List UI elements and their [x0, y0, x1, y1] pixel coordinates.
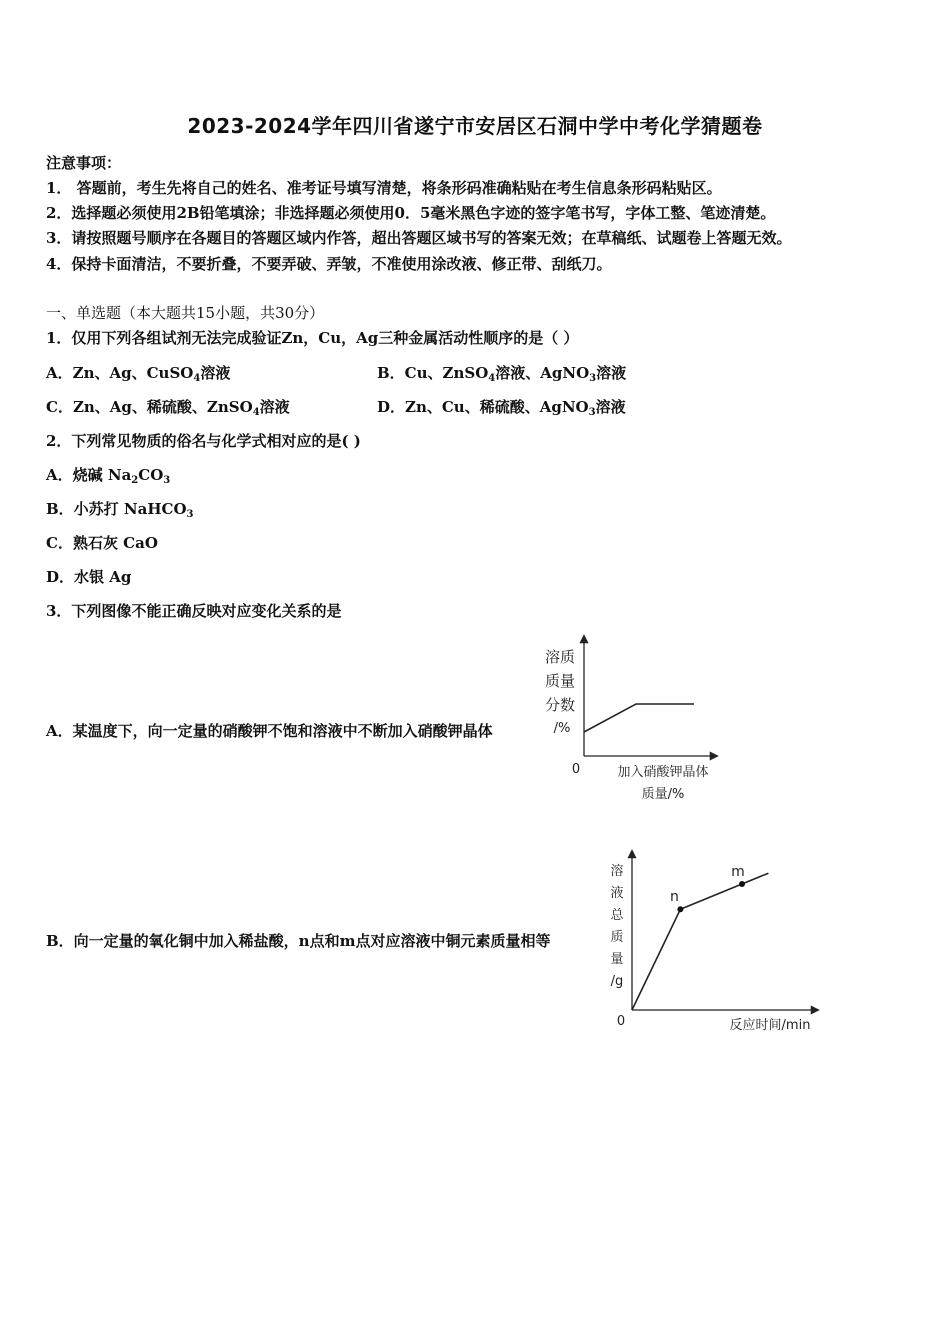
q2-option-b[interactable]: B．小苏打 NaHCO$_3$ — [46, 500, 194, 520]
chart-b-point-m — [739, 881, 745, 887]
q2-option-d[interactable]: D．水银 Ag — [46, 568, 132, 586]
question-1-stem: 1．仅用下列各组试剂无法完成验证Zn，Cu，Ag三种金属活动性顺序的是（ ） — [46, 329, 579, 347]
chart-b-y-label-line: 溶 — [610, 864, 624, 879]
chart-a-y-label-line: 分数 — [544, 696, 576, 714]
notice-item-3: 3．请按照题号顺序在各题目的答题区域内作答，超出答题区域书写的答案无效；在草稿纸、试题卷上答题无效。 — [46, 229, 792, 247]
chart-b-point-label: n — [669, 889, 679, 906]
chart-b-series-line — [632, 873, 768, 1010]
notice-item-2: 2．选择题必须使用2B铅笔填涂；非选择题必须使用0．5毫米黑色字迹的签字笔书写，字体工整、笔迹清楚。 — [46, 204, 776, 222]
chart-b-plot — [632, 864, 768, 1010]
q1-option-a[interactable]: A．Zn、Ag、CuSO$_4$溶液 — [46, 364, 231, 384]
question-2-stem: 2．下列常见物质的俗名与化学式相对应的是( ) — [46, 432, 361, 450]
q2-option-c[interactable]: C．熟石灰 CaO — [46, 534, 158, 552]
q1-option-c[interactable]: C．Zn、Ag、稀硫酸、ZnSO$_4$溶液 — [46, 398, 290, 418]
chart-b-origin-label: 0 — [616, 1014, 626, 1029]
chart-b-y-label-line: 量 — [610, 952, 624, 967]
chart-b-y-label — [610, 863, 624, 989]
chart-a-x-label-line: 加入硝酸钾晶体 — [617, 765, 709, 780]
chart-a-y-label-line: 溶质 — [544, 648, 576, 666]
q3-option-b[interactable]: B．向一定量的氧化铜中加入稀盐酸，n点和m点对应溶液中铜元素质量相等 — [46, 932, 551, 950]
q1-option-b[interactable]: B．Cu、ZnSO$_4$溶液、AgNO$_3$溶液 — [377, 364, 627, 384]
chart-b-y-label-line: /g — [610, 974, 624, 989]
question-3-stem: 3．下列图像不能正确反映对应变化关系的是 — [46, 602, 342, 620]
chart-a-series-line — [584, 704, 694, 732]
chart-a-y-label — [545, 648, 575, 736]
chart-a-origin-label: 0 — [571, 762, 581, 777]
page-title: 2023-2024学年四川省遂宁市安居区石洞中学中考化学猜题卷 — [187, 114, 763, 138]
chart-b-y-label-line: 总 — [610, 908, 624, 923]
chart-b-x-label: 反应时间/min — [729, 1018, 811, 1033]
q3-option-a[interactable]: A．某温度下，向一定量的硝酸钾不饱和溶液中不断加入硝酸钾晶体 — [46, 722, 493, 740]
chart-b-y-label-line: 质 — [610, 930, 624, 945]
chart-a-y-label-line: 质量 — [544, 672, 576, 690]
q2-option-a[interactable]: A．烧碱 $Na_2CO_3$ — [46, 466, 171, 486]
chart-b-point-n — [677, 906, 683, 912]
chart-b-figure — [600, 845, 825, 1040]
section-heading: 一、单选题（本大题共15小题，共30分） — [46, 304, 325, 322]
notice-heading: 注意事项： — [46, 154, 122, 172]
notice-item-1: 1． 答题前，考生先将自己的姓名、准考证号填写清楚，将条形码准确粘贴在考生信息条形码粘贴区。 — [46, 179, 722, 197]
notice-item-4: 4．保持卡面清洁，不要折叠，不要弄破、弄皱，不准使用涂改液、修正带、刮纸刀。 — [46, 255, 612, 273]
chart-b-y-label-line: 液 — [610, 886, 624, 901]
chart-a-y-label-line: /% — [553, 721, 571, 736]
chart-b-point-label: m — [731, 864, 745, 880]
chart-a-plot — [584, 704, 694, 732]
q1-option-d[interactable]: D．Zn、Cu、稀硫酸、AgNO$_3$溶液 — [377, 398, 626, 418]
chart-a-figure — [535, 630, 735, 810]
chart-a-x-label-line: 质量/% — [641, 787, 685, 802]
